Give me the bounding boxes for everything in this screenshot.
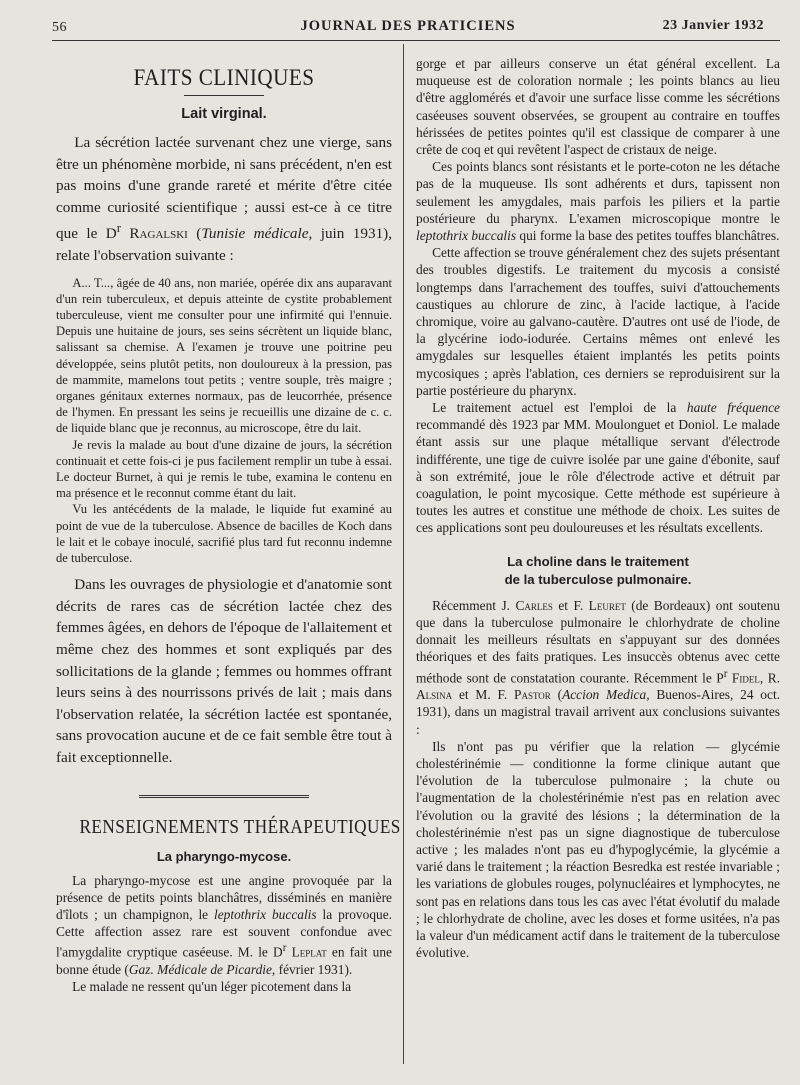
- case-paragraph: Vu les antécédents de la malade, le liquide fut examiné au point de vue de la tuberculose. Absence de bacilles de Koch dans le lait et le cobaye inoculé, sacrifié plus tard fut reconnu indemne de tuberculose.: [56, 502, 392, 566]
- page-number: 56: [52, 20, 67, 35]
- title-rule: [184, 95, 264, 96]
- article-title-lait-virginal: Lait virginal.: [181, 106, 267, 122]
- running-head: [52, 18, 764, 38]
- section-title-renseignements: RENSEIGNEMENTS THÉRAPEUTIQUES: [79, 815, 401, 838]
- issue-date: 23 Janvier 1932: [662, 18, 764, 33]
- section-title-faits-cliniques: FAITS CLINIQUES: [133, 65, 315, 90]
- column-divider: [403, 44, 404, 1064]
- body-paragraph: La pharyngo-mycose est une angine provoquée par la présence de petits points blanchâtres, disséminés en manière d'îlots ; un champignon, le leptothrix buccalis la provoque. Cette affection assez rare est souvent confondue avec l'amygdalite cryptique caséeuse. M. le $D^r$ Leplat en fait une bonne étude (Gaz. Médicale de Picardie, février 1931).: [56, 872, 392, 978]
- conclusion-paragraph: Dans les ouvrages de physiologie et d'anatomie sont décrits de rares cas de sécrétion lactée chez des femmes âgées, en dehors de l'époque de l'allaitement et même chez des hommes et sont expliqués par des sollicitations de la glande ; femmes ou hommes offrant leurs seins à des nourrissons privés de lait ; mais dans l'observation relatée, la sécrétion lactée est spontanée, sans provocation aucune et de ce fait semble être tout à fait exceptionnelle.: [56, 576, 392, 767]
- section-separator: [139, 795, 309, 800]
- case-paragraph: Je revis la malade au bout d'une dizaine de jours, la sécrétion continuait et cette fois-ci je pus facilement remplir un tube à essai. Le docteur Burnet, à qui je remis le tube, examina le contenu en ma présence et le reconnut comme étant du lait.: [56, 437, 392, 501]
- body-paragraph: Le malade ne ressent qu'un léger picotement dans la: [72, 979, 352, 995]
- body-paragraph: Ils n'ont pas pu vérifier que la relation — glycémie cholestérinémie — conditionne la forme clinique autant que l'évolution de la tuberculose pulmonaire ; la chute ou l'augmentation de la cholestérinémie n'est pas en relation avec l'évolution ou la gravité des lésions ; la détermination de la cholestérinémie n'est pas un signe diagnostique de tuberculose active ; les malades n'ont pas eu d'hypoglycémie, la glycémie a varié dans le traitement ; la réaction Besredka est restée invariable ; les variations de globules rouges, polynucléaires et lymphocytes, ne sont pas en relations dans tous les cas avec l'état évolutif du malade ; le chlorhydrate de choline, avec les doses et forme usitées, n'a pas la valeur d'un médicament actif dans le traitement de la tuberculose évolutive.: [416, 738, 780, 961]
- body-paragraph: Cette affection se trouve généralement chez des sujets présentant des troubles digestifs. Le traitement du mycosis a consisté longtemps dans l'arrachement des touffes, suivi d'attouchements caustiques au chlorure de zinc, à l'acide lactique, à l'acide chromique, voire au galvano-cautère. D'autres ont usé de l'iode, de la glycérine iodo-iodurée. Certains mêmes ont enlevé les amygdales sur lesquelles étaient implantés les petits points mycosiques ; après l'ablation, ces derniers se reproduisirent sur la partie postérieure du pharynx.: [416, 245, 780, 398]
- case-paragraph: A... T..., âgée de 40 ans, non mariée, opérée dix ans auparavant d'un rein tuberculeux, et depuis atteinte de cystite probablement tuberculeuse, vient me consulter pour une infirmité qui l'ennuie. Depuis une huitaine de jours, ses seins sécrètent un liquide blanc, salissant sa chemise. A l'examen je trouve une poitrine peu développée, seins plutôt petits, non douloureux à la pression, pas de mammite, mamelons tout petits ; ventre souple, très maigre ; organes génitaux externes normaux, pas de leucorrhée, présence de l'hymen. En pressant les seins je recueillis une dizaine de c. c. de liquide blanc que je reconnus, au microscope, être du lait.: [56, 275, 392, 436]
- intro-paragraph: La sécrétion lactée survenant chez une vierge, sans être un phénomène morbide, ni sans précédent, n'en est pas moins d'une grande rareté et mérite d'être citée comme curiosité scientifique ; aussi est-ce à ce titre que le $D^r$ Ragalski (Tunisie médicale, juin 1931), relate l'observation suivante :: [56, 134, 393, 265]
- body-paragraph: gorge et par ailleurs conserve un état général excellent. La muqueuse est de coloration normale ; les points blancs au lieu d'être agglomérés et d'avoir une surface lisse comme les sécrétions caséeuses souvent observées, se groupent au contraire en touffes hérissées de petites pointes qu'il est classique de comparer à une crête de coq et qui revêtent l'aspect de cristaux de neige.: [416, 56, 780, 158]
- header-rule: [52, 40, 780, 41]
- right-column: [416, 55, 780, 961]
- body-paragraph: Le traitement actuel est l'emploi de la haute fréquence recommandé dès 1923 par MM. Moulonguet et Doniol. Le malade étant assis sur une plaque métallique servant d'électrode indifférente, une tige de cuivre isolée par une gaine d'ébonite, sauf à son extrémité, joue le rôle d'électrode active et détruit par coagulation, le point mycosique. Cette méthode est supérieure à toutes les autres et constitue une méthode de choix. Les suites de ces applications sont peu douloureuses et les résultats excellents.: [416, 400, 780, 536]
- left-column: [56, 55, 401, 996]
- article-title-choline: La choline dans le traitement de la tuberculose pulmonaire.: [504, 553, 692, 587]
- journal-title: JOURNAL DES PRATICIENS: [300, 18, 516, 34]
- body-paragraph: Récemment J. Carles et F. Leuret (de Bordeaux) ont soutenu que dans la tuberculose pulmonaire le chlorhydrate de choline donnait les meilleurs résultats en s'appuyant sur des données théoriques et des faits pratiques. Les insuccès obtenus avec cette méthode sont de constatation courante. Récemment le $P^r$ Fidel, R. Alsina et M. F. Pastor (Accion Medica, Buenos-Aires, 24 oct. 1931), dans un magistral travail arrivent aux conclusions suivantes :: [416, 597, 781, 737]
- body-paragraph: Ces points blancs sont résistants et le porte-coton ne les détache pas de la muqueuse. Ils sont adhérents et durs, tapissent non seulement les amygdales, mais parfois les piliers et la partie postérieure du pharynx. L'examen microscopique montre le leptothrix buccalis qui forme la base des petites touffes blanchâtres.: [416, 159, 780, 244]
- article-title-pharyngo-mycose: La pharyngo-mycose.: [156, 848, 292, 864]
